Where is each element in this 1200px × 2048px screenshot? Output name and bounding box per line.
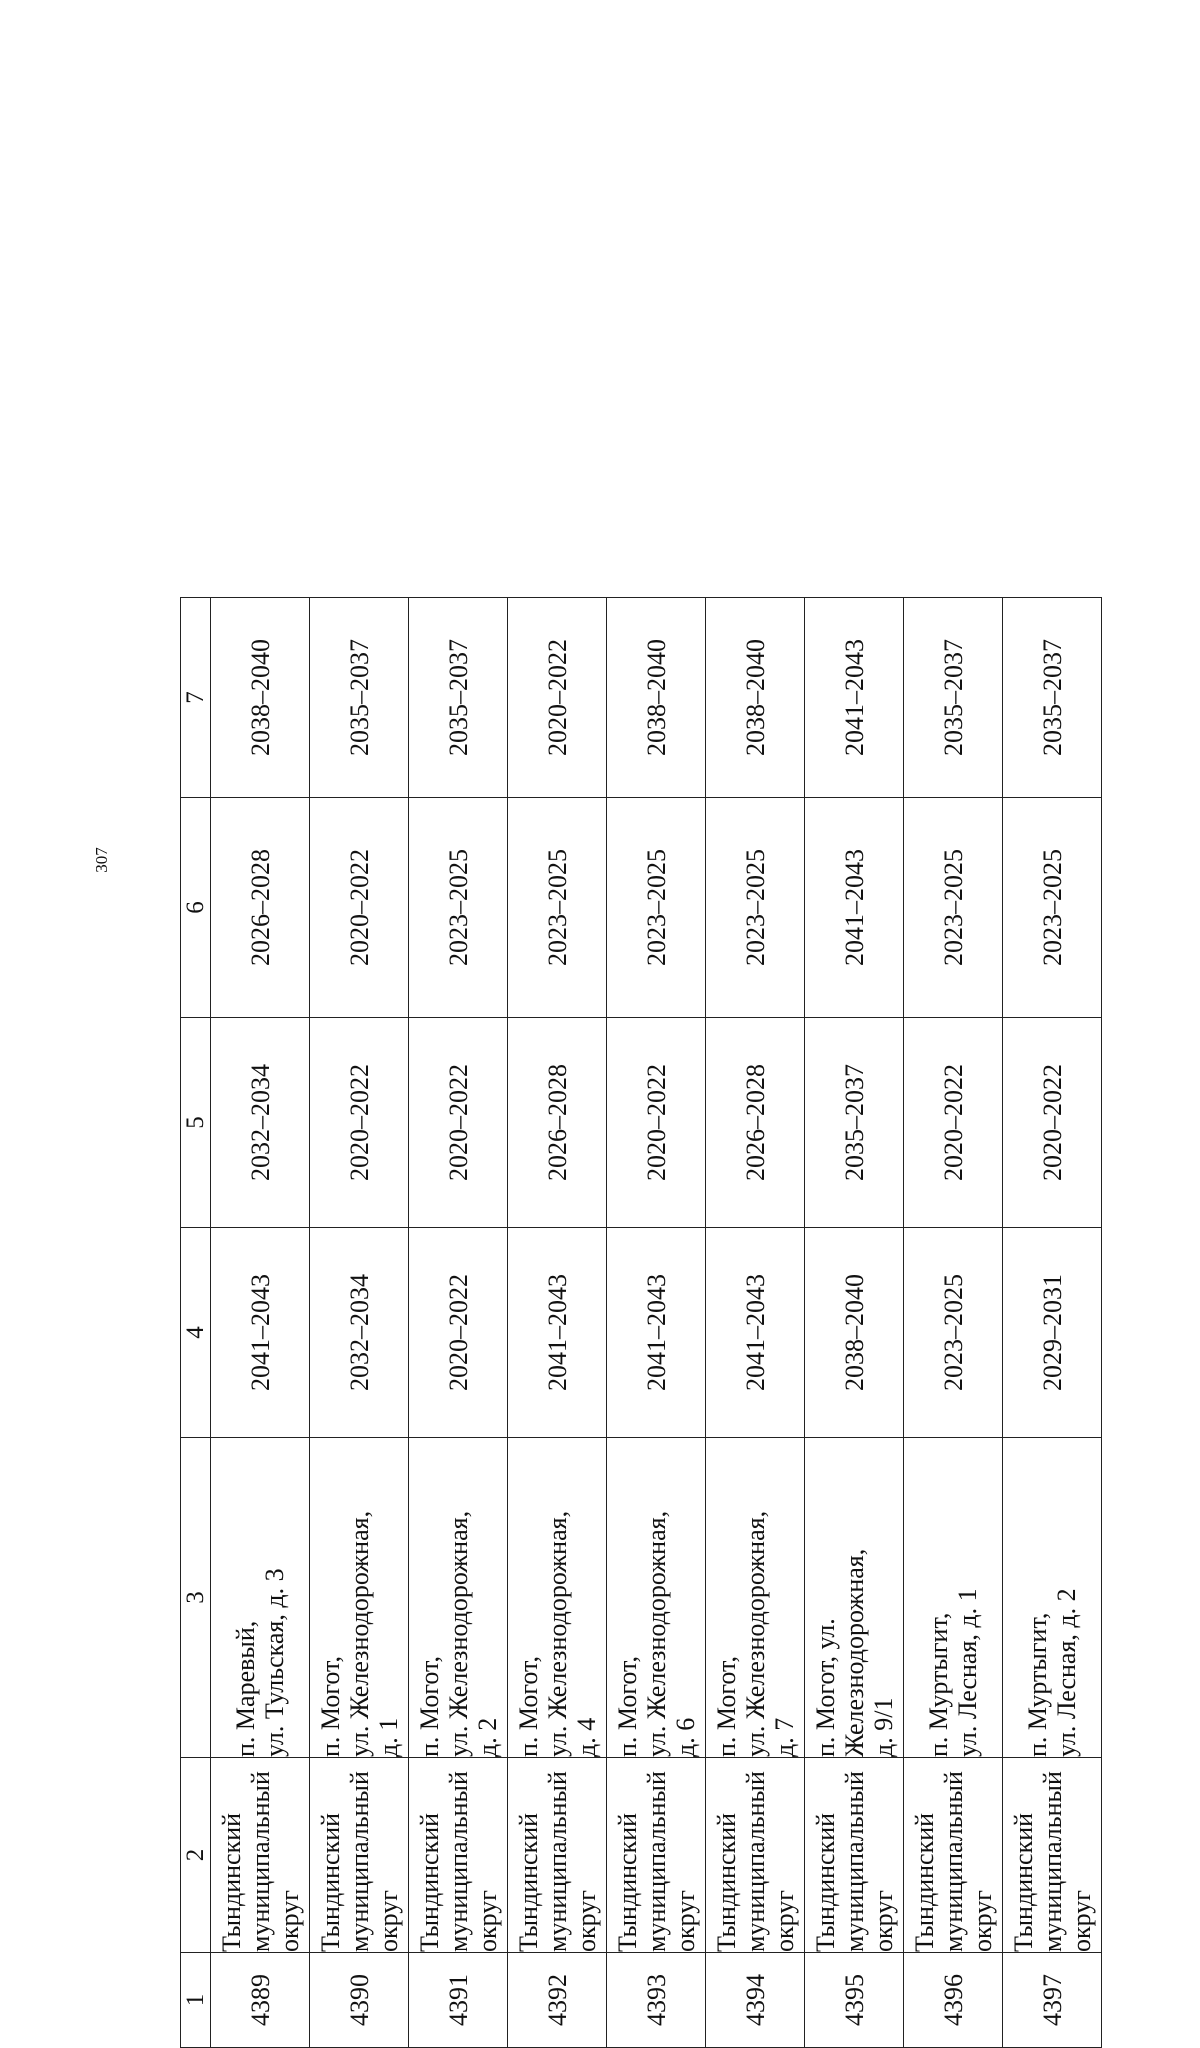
address-line: п. Муртыгит, (1023, 1612, 1052, 1757)
period-p4: 2041–2043 (706, 1228, 805, 1438)
period-p6: 2041–2043 (805, 798, 904, 1018)
period-p4: 2029–2031 (1003, 1228, 1102, 1438)
period-p4: 2023–2025 (904, 1228, 1003, 1438)
address-cell (1003, 1438, 1102, 1758)
table-header (181, 598, 211, 2048)
district-line: муниципальный (1037, 1771, 1067, 1952)
record-number: 4389 (211, 1953, 310, 2048)
header-col-7: 7 (181, 598, 211, 798)
period-p7: 2038–2040 (211, 598, 310, 798)
district-cell (805, 1758, 904, 1953)
period-p6: 2020–2022 (310, 798, 409, 1018)
address-cell (409, 1438, 508, 1758)
address-line: ул. Железнодорожная, (344, 1510, 374, 1757)
address-line: ул. Железнодорожная, (641, 1510, 671, 1757)
period-p6: 2023–2025 (1003, 798, 1102, 1018)
record-number: 4390 (310, 1953, 409, 2048)
period-p7: 2038–2040 (706, 598, 805, 798)
address-line: п. Могот, (414, 1656, 444, 1757)
table-body (211, 598, 1102, 2048)
district-line: Тындинский (909, 1812, 939, 1952)
district-line: муниципальный (641, 1771, 671, 1952)
address-line: д. 4 (571, 1717, 601, 1757)
header-col-2: 2 (181, 1758, 211, 1953)
district-line: Тындинский (1008, 1812, 1038, 1952)
period-p6: 2023–2025 (409, 798, 508, 1018)
page-number: 307 (92, 847, 111, 873)
district-line: Тындинский (513, 1812, 543, 1952)
period-p5: 2020–2022 (310, 1018, 409, 1228)
district-line: Тындинский (810, 1812, 840, 1952)
period-p5: 2020–2022 (904, 1018, 1003, 1228)
address-line: ул. Лесная, д. 2 (1052, 1588, 1081, 1757)
period-p6: 2023–2025 (904, 798, 1003, 1018)
district-line: Тындинский (414, 1812, 444, 1952)
district-line: Тындинский (711, 1812, 741, 1952)
table-row (706, 598, 805, 2048)
record-number: 4393 (607, 1953, 706, 2048)
address-cell (607, 1438, 706, 1758)
period-p5: 2020–2022 (1003, 1018, 1102, 1228)
district-line: Тындинский (315, 1812, 345, 1952)
address-line: Железнодорожная, (839, 1548, 869, 1757)
header-row (181, 598, 211, 2048)
table-row (409, 598, 508, 2048)
district-cell (409, 1758, 508, 1953)
address-line: ул. Железнодорожная, (542, 1510, 572, 1757)
period-p7: 2035–2037 (409, 598, 508, 798)
address-line: ул. Железнодорожная, (443, 1510, 473, 1757)
district-line: округ (274, 1890, 304, 1952)
district-cell (607, 1758, 706, 1953)
district-cell (211, 1758, 310, 1953)
address-line: д. 6 (670, 1717, 700, 1757)
period-p5: 2020–2022 (607, 1018, 706, 1228)
district-cell (904, 1758, 1003, 1953)
district-cell (1003, 1758, 1102, 1953)
header-col-3: 3 (181, 1438, 211, 1758)
period-p6: 2023–2025 (706, 798, 805, 1018)
district-line: округ (472, 1890, 502, 1952)
table-row (508, 598, 607, 2048)
district-line: округ (769, 1890, 799, 1952)
period-p5: 2026–2028 (706, 1018, 805, 1228)
record-number: 4397 (1003, 1953, 1102, 2048)
address-line: п. Могот, (612, 1656, 642, 1757)
period-p4: 2041–2043 (508, 1228, 607, 1438)
rotated-table-frame (180, 598, 1160, 2048)
address-line: п. Муртыгит, (924, 1612, 953, 1757)
period-p7: 2035–2037 (1003, 598, 1102, 798)
address-line: ул. Лесная, д. 1 (953, 1588, 982, 1757)
period-p5: 2035–2037 (805, 1018, 904, 1228)
district-line: округ (868, 1890, 898, 1952)
period-p7: 2020–2022 (508, 598, 607, 798)
district-line: муниципальный (542, 1771, 572, 1952)
address-line: д. 1 (373, 1717, 403, 1757)
period-p6: 2023–2025 (508, 798, 607, 1018)
address-cell (508, 1438, 607, 1758)
address-cell (310, 1438, 409, 1758)
district-line: муниципальный (740, 1771, 770, 1952)
period-p4: 2041–2043 (607, 1228, 706, 1438)
period-p7: 2035–2037 (310, 598, 409, 798)
table-row (310, 598, 409, 2048)
period-p5: 2020–2022 (409, 1018, 508, 1228)
district-line: Тындинский (216, 1812, 246, 1952)
record-number: 4391 (409, 1953, 508, 2048)
address-line: д. 7 (769, 1717, 799, 1757)
period-p7: 2035–2037 (904, 598, 1003, 798)
address-line: д. 2 (472, 1717, 502, 1757)
address-cell (805, 1438, 904, 1758)
housing-schedule-table (180, 597, 1102, 2048)
period-p6: 2023–2025 (607, 798, 706, 1018)
period-p6: 2026–2028 (211, 798, 310, 1018)
period-p4: 2041–2043 (211, 1228, 310, 1438)
period-p7: 2038–2040 (607, 598, 706, 798)
header-col-5: 5 (181, 1018, 211, 1228)
table-row (1003, 598, 1102, 2048)
table-row (211, 598, 310, 2048)
address-line: п. Могот, (513, 1656, 543, 1757)
header-col-6: 6 (181, 798, 211, 1018)
address-cell (904, 1438, 1003, 1758)
district-line: муниципальный (938, 1771, 968, 1952)
district-line: округ (670, 1890, 700, 1952)
table-row (904, 598, 1003, 2048)
address-line: п. Маревый, (231, 1620, 260, 1757)
address-cell (706, 1438, 805, 1758)
district-line: муниципальный (344, 1771, 374, 1952)
district-line: муниципальный (443, 1771, 473, 1952)
record-number: 4394 (706, 1953, 805, 2048)
address-line: д. 9/1 (868, 1697, 898, 1757)
record-number: 4392 (508, 1953, 607, 2048)
district-cell (310, 1758, 409, 1953)
district-line: муниципальный (839, 1771, 869, 1952)
district-line: округ (373, 1890, 403, 1952)
record-number: 4396 (904, 1953, 1003, 2048)
district-line: округ (1066, 1890, 1096, 1952)
address-line: п. Могот, (315, 1656, 345, 1757)
period-p5: 2032–2034 (211, 1018, 310, 1228)
district-line: муниципальный (245, 1771, 275, 1952)
header-col-1: 1 (181, 1953, 211, 2048)
address-line: ул. Железнодорожная, (740, 1510, 770, 1757)
period-p5: 2026–2028 (508, 1018, 607, 1228)
district-cell (706, 1758, 805, 1953)
table-row (607, 598, 706, 2048)
district-cell (508, 1758, 607, 1953)
address-line: п. Могот, ул. (810, 1618, 840, 1757)
table-row (805, 598, 904, 2048)
period-p4: 2038–2040 (805, 1228, 904, 1438)
record-number: 4395 (805, 1953, 904, 2048)
address-cell (211, 1438, 310, 1758)
district-line: округ (571, 1890, 601, 1952)
district-line: Тындинский (612, 1812, 642, 1952)
period-p4: 2032–2034 (310, 1228, 409, 1438)
header-col-4: 4 (181, 1228, 211, 1438)
district-line: округ (967, 1890, 997, 1952)
address-line: п. Могот, (711, 1656, 741, 1757)
period-p7: 2041–2043 (805, 598, 904, 798)
address-line: ул. Тульская, д. 3 (260, 1568, 289, 1757)
period-p4: 2020–2022 (409, 1228, 508, 1438)
